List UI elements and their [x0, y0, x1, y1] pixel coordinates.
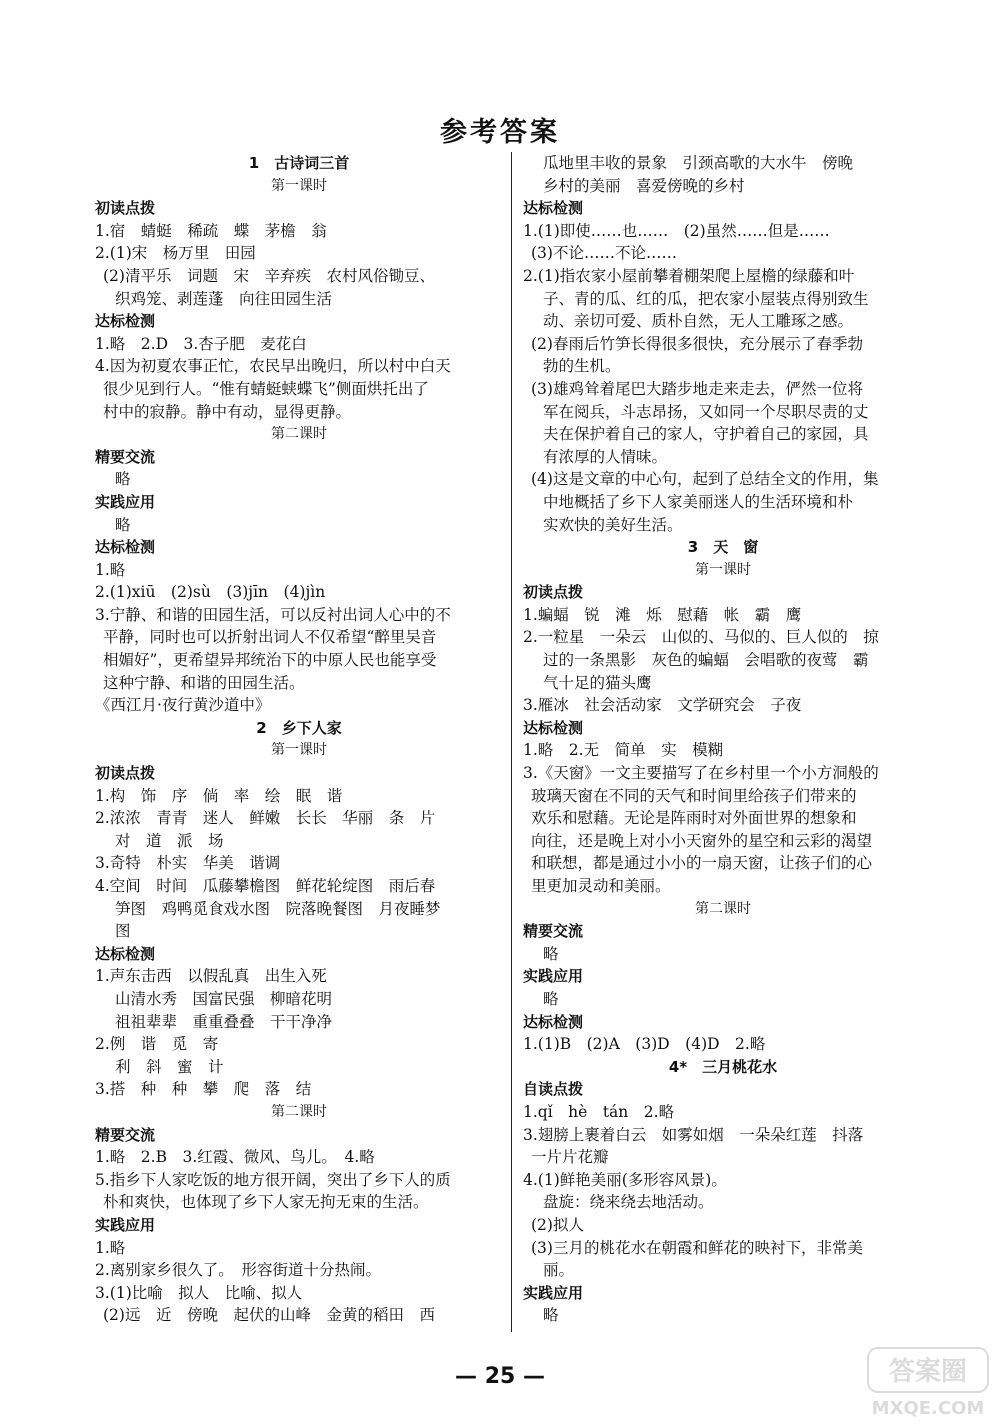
answer-line: 2.浓浓 青青 迷人 鲜嫩 长长 华丽 条 片: [95, 809, 436, 828]
answer-column-right: [523, 152, 923, 1327]
page-title: 参考答案: [440, 117, 560, 148]
answer-line: 勃的生机。: [543, 357, 621, 376]
answer-line: 这种宁静、和谐的田园生活。: [103, 673, 305, 692]
subsection-heading: 达标检测: [523, 1012, 584, 1031]
subsection-heading: 达标检测: [95, 944, 156, 963]
answer-line: 盘旋：绕来绕去地活动。: [543, 1193, 714, 1212]
answer-line: 军在阅兵，斗志昂扬，又如同一个尽职尽责的丈: [543, 402, 869, 421]
section-heading: 第一课时: [271, 742, 327, 759]
answer-line: 相媚好”，更希望异邦统治下的中原人民也能享受: [103, 651, 437, 670]
subsection-heading: 初读点拨: [95, 199, 156, 218]
answer-line: 里更加灵动和美丽。: [531, 877, 671, 895]
subsection-heading: 初读点拨: [523, 583, 584, 602]
answer-line: 气十足的猫头鹰: [543, 673, 652, 692]
subsection-heading: 实践应用: [523, 967, 584, 986]
answer-line: 1.(1)即使……也…… (2)虽然……但是……: [523, 221, 830, 240]
section-heading: 第一课时: [271, 177, 327, 194]
answer-line: 对 道 派 场: [115, 831, 224, 850]
section-heading: 第一课时: [695, 561, 751, 578]
answer-line: 1.qǐ hè tán 2.略: [523, 1102, 675, 1121]
answer-line: (2)春雨后竹笋长得很多很快，充分展示了春季勃: [531, 334, 863, 353]
answer-line: 村中的寂静。静中有动，显得更静。: [103, 402, 352, 421]
answer-line: 织鸡笼、剥莲蓬 向往田园生活: [115, 289, 333, 308]
answer-line: 动、亲切可爱、质朴自然，无人工雕琢之感。: [543, 312, 854, 331]
answer-line: 4.因为初夏农事正忙，农民早出晚归，所以村中白天: [95, 357, 451, 376]
answer-line: 2.例 谐 觅 寄: [95, 1035, 219, 1054]
subsection-heading: 达标检测: [95, 312, 156, 331]
answer-line: 1.构 饰 序 倘 率 绘 眠 谐: [95, 786, 343, 805]
answer-line: 2.离别家乡很久了。 形容街道十分热闹。: [95, 1261, 382, 1280]
answer-line: 向往，还是晚上对小小天窗外的星空和云彩的渴望: [531, 831, 873, 850]
answer-line: 3.翅膀上裹着白云 如雾如烟 一朵朵红莲 抖落: [523, 1125, 864, 1144]
answer-line: 1.略 2.无 简单 实 模糊: [523, 741, 724, 760]
answer-line: 3.雁冰 社会活动家 文学研究会 子夜: [523, 696, 802, 715]
answer-line: 平静，同时也可以折射出词人不仅希望“醉里吴音: [103, 628, 437, 647]
subsection-heading: 精要交流: [95, 1125, 156, 1144]
answer-line: 《西江月·夜行黄沙道中》: [95, 696, 271, 715]
answer-line: 夫在保护着自己的家人，守护着自己的家园，具: [543, 425, 869, 444]
subsection-heading: 自读点拨: [523, 1080, 584, 1099]
column-divider: [511, 152, 512, 1332]
subsection-heading: 初读点拨: [95, 764, 156, 783]
answer-line: (4)这是文章的中心句，起到了总结全文的作用，集: [531, 470, 879, 489]
answer-line: 瓜地里丰收的景象 引颈高歌的大水牛 傍晚: [543, 154, 854, 172]
answer-column-left: [95, 152, 503, 1327]
answer-line: 1.略 2.B 3.红霞、微风、鸟儿。 4.略: [95, 1148, 375, 1167]
answer-line: 3.奇特 朴实 华美 谐调: [95, 854, 281, 873]
subsection-heading: 精要交流: [523, 922, 584, 941]
answer-line: 2.一粒星 一朵云 山似的、马似的、巨人似的 掠: [523, 628, 879, 647]
svg-text:MXQE.COM: MXQE.COM: [871, 1398, 985, 1419]
answer-line: (2)清平乐 词题 宋 辛弃疾 农村风俗锄豆、: [103, 266, 435, 285]
answer-line: 3.搭 种 种 攀 爬 落 结: [95, 1080, 312, 1099]
answer-line: 乡村的美丽 喜爱傍晚的乡村: [543, 176, 745, 195]
answer-line: 笋图 鸡鸭觅食戏水图 院落晚餐图 月夜睡梦: [115, 899, 441, 918]
answer-line: 1.略 2.D 3.杏子肥 麦花白: [95, 334, 307, 353]
answer-line: 利 斜 蜜 计: [115, 1057, 224, 1076]
subsection-heading: 实践应用: [523, 1283, 584, 1302]
answer-line: 有浓厚的人情味。: [543, 447, 668, 466]
answer-line: 一片片花瓣: [531, 1148, 609, 1167]
answer-line: 5.指乡下人家吃饭的地方很开阔，突出了乡下人的质: [95, 1170, 451, 1189]
answer-line: 1.略: [95, 1238, 126, 1257]
answer-line: (2)拟人: [531, 1215, 584, 1234]
answer-line: 2.(1)xiū (2)sù (3)jīn (4)jìn: [95, 583, 326, 602]
answer-line: 4.(1)鲜艳美丽(多形容风景)。: [523, 1170, 727, 1189]
watermark-logo: [864, 1342, 992, 1422]
answer-line: 略: [543, 944, 559, 963]
answer-line: (3)三月的桃花水在朝霞和鲜花的映衬下，非常美: [531, 1238, 863, 1257]
subsection-heading: 达标检测: [523, 199, 584, 218]
answer-line: 3.《天窗》一文主要描写了在乡村里一个小方洞般的: [523, 764, 879, 783]
answer-line: 山清水秀 国富民强 柳暗花明: [115, 989, 333, 1008]
subsection-heading: 实践应用: [95, 1215, 156, 1234]
section-heading: 4* 三月桃花水: [668, 1057, 778, 1076]
subsection-heading: 实践应用: [95, 492, 156, 511]
section-heading: 第二课时: [695, 900, 751, 917]
answer-line: 1.声东击西 以假乱真 出生入死: [95, 967, 327, 986]
answer-line: 图: [115, 922, 131, 941]
section-heading: 3 天 窗: [687, 538, 759, 557]
answer-line: 过的一条黑影 灰色的蝙蝠 会唱歌的夜莺 霸: [543, 651, 869, 670]
answer-line: 3.(1)比喻 拟人 比喻、拟人: [95, 1283, 303, 1302]
answer-line: (3)不论……不论……: [531, 244, 677, 263]
answer-line: 欢乐和慰藉。无论是阵雨时对外面世界的想象和: [531, 809, 857, 828]
answer-line: 略: [543, 1306, 559, 1325]
answer-line: 略: [115, 515, 131, 534]
answer-line: 实欢快的美好生活。: [543, 515, 683, 534]
answer-line: 丽。: [543, 1261, 575, 1280]
subsection-heading: 达标检测: [95, 538, 156, 557]
answer-line: (3)雄鸡耸着尾巴大踏步地走来走去，俨然一位将: [531, 379, 863, 398]
answer-line: (2)远 近 傍晚 起伏的山峰 金黄的稻田 西: [103, 1306, 435, 1325]
section-heading: 2 乡下人家: [256, 718, 342, 737]
answer-line: 略: [115, 470, 131, 489]
answer-line: 2.(1)指农家小屋前攀着棚架爬上屋檐的绿藤和叶: [523, 266, 855, 285]
answer-line: 朴和爽快，也体现了乡下人家无拘无束的生活。: [103, 1193, 429, 1212]
answer-line: 和联想，都是通过小小的一扇天窗，让孩子们的心: [531, 854, 873, 873]
answer-line: 子、青的瓜、红的瓜，把农家小屋装点得别致生: [543, 289, 869, 308]
answer-line: 2.(1)宋 杨万里 田园: [95, 244, 256, 263]
answer-line: 中地概括了乡下人家美丽迷人的生活环境和朴: [543, 492, 854, 511]
subsection-heading: 达标检测: [523, 718, 584, 737]
answer-line: 1.蝙蝠 锐 滩 烁 慰藉 帐 霸 鹰: [523, 605, 802, 624]
section-heading: 第二课时: [271, 426, 327, 443]
answer-line: 1.(1)B (2)A (3)D (4)D 2.略: [523, 1035, 766, 1054]
answer-line: 4.空间 时间 瓜藤攀檐图 鲜花轮绽图 雨后春: [95, 877, 436, 895]
answer-line: 很少见到行人。“惟有蜻蜓蛱蝶飞”侧面烘托出了: [103, 379, 429, 398]
answer-line: 略: [543, 989, 559, 1008]
answer-line: 1.宿 蜻蜓 稀疏 蝶 茅檐 翁: [95, 221, 327, 240]
answer-line: 1.略: [95, 560, 126, 579]
answer-line: 祖祖辈辈 重重叠叠 干干净净: [115, 1012, 333, 1031]
subsection-heading: 精要交流: [95, 447, 156, 466]
section-heading: 1 古诗词三首: [248, 154, 350, 172]
page-number: — 25 —: [455, 1364, 545, 1389]
answer-line: 玻璃天窗在不同的天气和时间里给孩子们带来的: [531, 786, 857, 805]
svg-text:答案圈: 答案圈: [888, 1357, 968, 1387]
section-heading: 第二课时: [271, 1103, 327, 1120]
answer-line: 3.宁静、和谐的田园生活，可以反衬出词人心中的不: [95, 605, 451, 624]
